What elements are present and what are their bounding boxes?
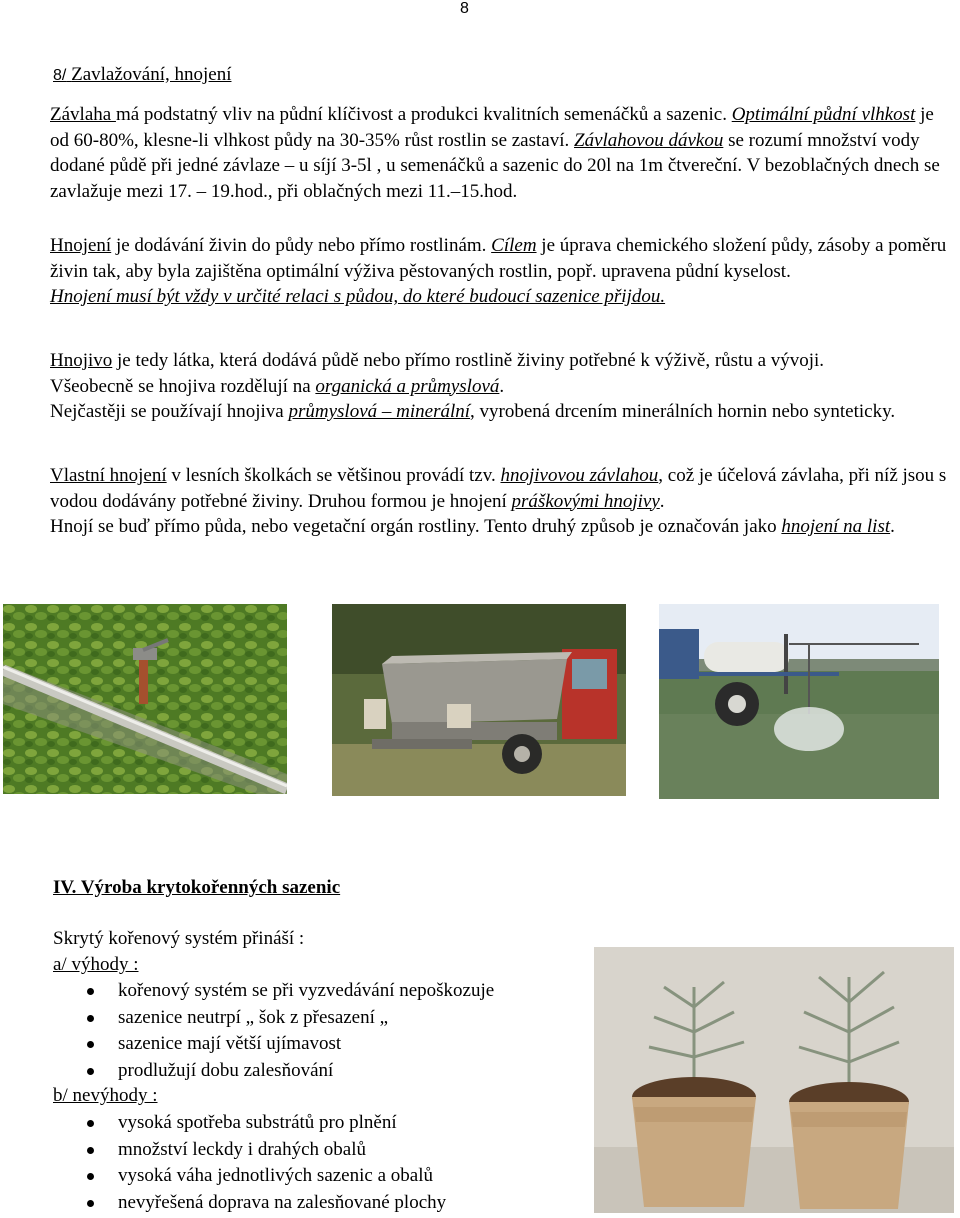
list-item-text: prodlužují dobu zalesňování	[118, 1059, 334, 1081]
bullet-dot-icon	[87, 1173, 94, 1180]
text: , což je účelová závlaha, při níž jsou s vodou dodávány potřebné živiny. Druhou formou je hnojení	[50, 465, 947, 512]
term-fertigation: hnojivovou závlahou	[500, 465, 659, 486]
disadvantages-list	[80, 1110, 446, 1216]
text: se rozumí množství vody dodané půdě při jedné závlaze – u síjí 3-5l , u semenáčků a sazenic do 20l na 1m čtvereční. V bezoblačných dnech se zavlažuje mezi 17. – 19.hod., při oblačných mezi 11.–15.hod.	[50, 129, 940, 202]
paragraph-fertilization	[50, 233, 950, 310]
paragraph-own-fertilization	[50, 463, 950, 540]
paragraph-fertilizer	[50, 348, 950, 425]
text: Všeobecně se hnojiva rozdělují na	[50, 375, 316, 397]
list-item	[80, 1005, 494, 1032]
advantages-list	[80, 978, 494, 1084]
text: .	[659, 490, 665, 512]
list-item	[80, 1190, 446, 1217]
bullet-dot-icon	[87, 1200, 94, 1207]
disadvantages-title: b/ nevýhody :	[53, 1085, 158, 1106]
text: .	[499, 375, 505, 397]
section-8-title: Zavlažování, hnojení	[71, 64, 232, 85]
list-item-text: nevyřešená doprava na zalesňované plochy	[118, 1191, 447, 1213]
section-8-number: 8/	[53, 67, 67, 84]
list-item	[80, 1058, 494, 1085]
text: Hnojí se buď přímo půda, nebo vegetační orgán rostliny. Tento druhý způsob je označován jako	[50, 516, 782, 537]
term-irrigation-dose: Závlahovou dávkou	[574, 129, 724, 151]
photo-containerized-seedlings	[594, 947, 954, 1213]
term-vlastni-hnojeni: Vlastní hnojení	[50, 465, 167, 486]
term-zavlaha: Závlaha	[50, 104, 116, 125]
page-number: 8	[460, 0, 469, 17]
term-optimal-moisture: Optimální půdní vlhkost	[731, 104, 916, 125]
section-iv-heading: IV. Výroba krytokořenných sazenic	[53, 877, 341, 898]
term-foliar: hnojení na list	[781, 516, 891, 537]
term-cilem: Cílem	[491, 235, 537, 256]
term-hnojivo: Hnojivo	[50, 350, 113, 371]
paragraph-irrigation	[50, 102, 950, 204]
text: je od 60-80%, klesne-li vlhkost půdy na 30-35% růst rostlin se zastaví.	[50, 104, 934, 151]
bullet-dot-icon	[87, 1015, 94, 1022]
list-item-text: množství leckdy i drahých obalů	[118, 1138, 366, 1160]
text: Nejčastěji se používají hnojiva	[50, 401, 289, 422]
photo-fertilizer-spreader	[332, 604, 626, 796]
term-powder-fertilizers: práškovými hnojivy	[511, 490, 660, 512]
text: je úprava chemického složení půdy, zásoby a poměru živin tak, aby byla zajištěna optimální výživa pěstovaných rostlin, popř. upravena půdní kyselost.	[50, 235, 947, 282]
term-hnojeni: Hnojení	[50, 235, 112, 256]
photo-field-sprayer	[659, 604, 939, 799]
list-item	[80, 1137, 446, 1164]
text: je tedy látka, která dodává půdě nebo přímo rostlině živiny potřebné k výživě, růstu a vývoji.	[112, 350, 825, 371]
text: .	[890, 516, 895, 537]
list-item	[80, 1031, 494, 1058]
bullet-dot-icon	[87, 1068, 94, 1075]
text: v lesních školkách se většinou provádí tzv.	[166, 465, 501, 486]
bullet-dot-icon	[87, 1120, 94, 1127]
list-item	[80, 1163, 446, 1190]
advantages-title: a/ výhody :	[53, 954, 139, 975]
list-item-text: vysoká spotřeba substrátů pro plnění	[118, 1112, 397, 1133]
photo-irrigation-sprinkler	[3, 604, 287, 794]
bullet-dot-icon	[87, 988, 94, 995]
list-item-text: vysoká váha jednotlivých sazenic a obalů	[118, 1165, 433, 1186]
list-item-text: kořenový systém se při vyzvedávání nepoškozuje	[118, 980, 495, 1001]
list-item	[80, 1110, 446, 1137]
list-item-text: sazenice mají větší ujímavost	[118, 1033, 342, 1054]
list-item-text: sazenice neutrpí „ šok z přesazení „	[118, 1006, 389, 1028]
bullet-dot-icon	[87, 1147, 94, 1154]
section-iv-lead: Skrytý kořenový systém přináší :	[53, 928, 305, 949]
term-industrial-mineral: průmyslová – minerální	[288, 401, 471, 422]
bullet-dot-icon	[87, 1041, 94, 1048]
text: je dodávání živin do půdy nebo přímo rostlinám.	[111, 235, 492, 256]
text: , vyrobená drcením minerálních hornin nebo synteticky.	[470, 401, 896, 422]
term-organic-industrial: organická a průmyslová	[315, 375, 500, 397]
list-item	[80, 978, 494, 1005]
emphasis-line: Hnojení musí být vždy v určité relaci s půdou, do které budoucí sazenice přijdou.	[50, 286, 666, 307]
section-8-heading	[53, 64, 231, 86]
text: má podstatný vliv na půdní klíčivost a produkci kvalitních semenáčků a sazenic.	[115, 104, 732, 125]
